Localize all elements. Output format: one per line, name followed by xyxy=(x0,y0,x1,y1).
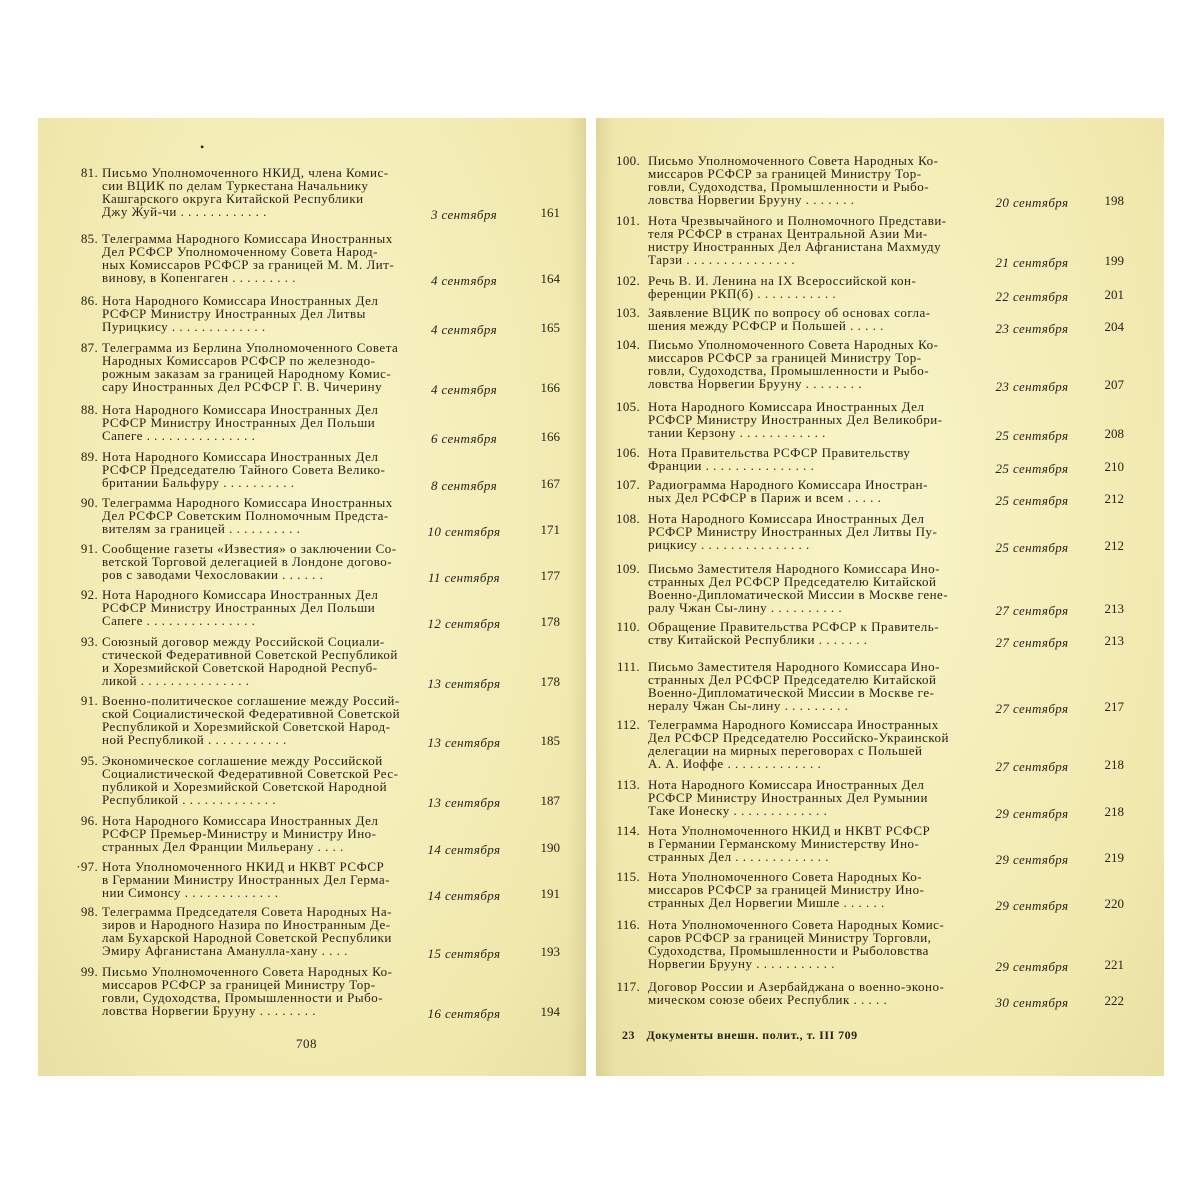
page-footer xyxy=(622,1028,858,1043)
entry-page-number: 185 xyxy=(540,733,560,748)
entry-title-line: странных Дел РСФСР Председателю Китайской xyxy=(648,574,937,589)
entry-number: 115. xyxy=(616,869,640,884)
entry-title xyxy=(102,496,432,535)
entry-title xyxy=(648,562,988,614)
entry-title-line: Нота Народного Комиссара Иностранных Дел xyxy=(102,587,379,602)
entry-title xyxy=(648,660,988,712)
entry-title-line: Нота Народного Комиссара Иностранных Дел xyxy=(102,402,379,417)
entry-page-number: 217 xyxy=(1104,699,1124,714)
entry-title-line: РСФСР Министру Иностранных Дел Литвы xyxy=(102,306,366,321)
entry-title-line: тании Керзону . . . . . . . . . . . . xyxy=(648,425,826,440)
entry-number: 81. xyxy=(80,165,98,180)
entry-page-number: 171 xyxy=(540,522,560,537)
entry-title xyxy=(648,718,988,770)
entry-title-line: Нота Народного Комиссара Иностранных Дел xyxy=(648,399,925,414)
entry-title xyxy=(648,214,988,266)
entry-title-line: ству Китайской Республики . . . . . . . xyxy=(648,632,868,647)
entry-title-line: ных Комиссаров РСФСР за границей М. М. Лит- xyxy=(102,257,395,272)
entry-title-line: Письмо Заместителя Народного Комиссара Ино- xyxy=(648,561,940,576)
entry-title xyxy=(648,512,988,551)
entry-page-number: 187 xyxy=(540,793,560,808)
entry-title-line: шения между РСФСР и Польшей . . . . . xyxy=(648,318,884,333)
entry-title-line: Народных Комиссаров РСФСР по железнодо- xyxy=(102,353,376,368)
entry-title-line: странных Дел Норвегии Мишле . . . . . . xyxy=(648,895,885,910)
entry-title-line: делегации на мирных переговорах с Польшей xyxy=(648,743,923,758)
entry-title-line: и Хорезмийской Советской Народной Респуб- xyxy=(102,660,378,675)
entry-page-number: 161 xyxy=(540,205,560,220)
entry-title-line: вителям за границей . . . . . . . . . . xyxy=(102,521,301,536)
entry-page-number: 164 xyxy=(540,271,560,286)
entry-title-line: Нота Народного Комиссара Иностранных Дел xyxy=(648,511,925,526)
entry-page-number: 212 xyxy=(1104,491,1124,506)
entry-title-line: Заявление ВЦИК по вопросу об основах согла- xyxy=(648,305,931,320)
entry-page-number: 190 xyxy=(540,840,560,855)
entry-title xyxy=(102,814,432,853)
entry-date: 4 сентября xyxy=(430,273,498,288)
left-page xyxy=(38,118,586,1076)
entry-date: 11 сентября xyxy=(427,570,500,585)
entry-number: 98. xyxy=(80,904,98,919)
entry-title xyxy=(648,778,988,817)
entry-page-number: 219 xyxy=(1104,850,1124,865)
entry-title-line: Нота Уполномоченного НКИД и НКВТ РСФСР xyxy=(102,859,385,874)
entry-number: 112. xyxy=(616,717,640,732)
entry-title-line: Военно-Дипломатической Миссии в Москве ге- xyxy=(648,685,935,700)
entry-number: 93. xyxy=(80,634,98,649)
entry-date: 29 сентября xyxy=(995,852,1069,867)
entry-title-line: Союзный договор между Российской Социали- xyxy=(102,634,385,649)
entry-title-line: Речь В. И. Ленина на IX Всероссийской кон- xyxy=(648,273,917,288)
entry-title-line: Тарзи . . . . . . . . . . . . . . . xyxy=(648,252,796,267)
entry-title-line: странных Дел РСФСР Председателю Китайской xyxy=(648,672,937,687)
entry-number: 88. xyxy=(80,402,98,417)
entry-title-line: винову, в Копенгаген . . . . . . . . . xyxy=(102,270,297,285)
entry-title xyxy=(648,620,988,646)
entry-title-line: РСФСР Министру Иностранных Дел Литвы Пу- xyxy=(648,524,938,539)
entry-date: 25 сентября xyxy=(995,428,1069,443)
entry-date: 3 сентября xyxy=(430,207,498,222)
entry-title-line: Телеграмма Народного Комиссара Иностранных xyxy=(102,231,393,246)
entry-page-number: 194 xyxy=(540,1004,560,1019)
entry-title-line: Норвегии Брууну . . . . . . . . . . . xyxy=(648,956,835,971)
entry-page-number: 212 xyxy=(1104,538,1124,553)
page-number: 708 xyxy=(296,1036,317,1051)
entry-title xyxy=(102,232,432,284)
entry-title-line: миссаров РСФСР за границей Министру Тор- xyxy=(648,350,922,365)
entry-title-line: британии Бальфуру . . . . . . . . . . xyxy=(102,475,295,490)
entry-title-line: Радиограмма Народного Комиссара Иностран- xyxy=(648,477,928,492)
entry-title-line: мическом союзе обеих Республик . . . . . xyxy=(648,992,888,1007)
entry-date: 25 сентября xyxy=(995,493,1069,508)
entry-date: 25 сентября xyxy=(995,461,1069,476)
entry-title xyxy=(102,403,432,442)
entry-page-number: 177 xyxy=(540,568,560,583)
entry-date: 13 сентября xyxy=(427,795,501,810)
entry-title-line: Судоходства, Промышленности и Рыболовства xyxy=(648,943,929,958)
entry-date: 15 сентября xyxy=(427,946,501,961)
entry-date: 29 сентября xyxy=(995,806,1069,821)
entry-title-line: ловства Норвегии Брууну . . . . . . . . xyxy=(648,376,862,391)
entry-date: 4 сентября xyxy=(430,322,498,337)
entry-title-line: Нота Уполномоченного Совета Народных Ко- xyxy=(648,869,923,884)
entry-title xyxy=(102,965,432,1017)
entry-title xyxy=(648,918,988,970)
entry-title xyxy=(102,294,432,333)
entry-title-line: публикой и Хорезмийской Советской Народной xyxy=(102,779,388,794)
entry-title-line: Эмиру Афганистана Амануллa-хану . . . . xyxy=(102,943,348,958)
entry-title xyxy=(648,824,988,863)
entry-title-line: Нота Уполномоченного Совета Народных Комис- xyxy=(648,917,945,932)
entry-title xyxy=(648,154,988,206)
entry-title xyxy=(648,306,988,332)
entry-number: 100. xyxy=(616,153,640,168)
entry-page-number: 178 xyxy=(540,614,560,629)
entry-number: 106. xyxy=(616,445,640,460)
entry-number: 109. xyxy=(616,561,640,576)
entry-number: 86. xyxy=(80,293,98,308)
entry-page-number: 166 xyxy=(540,429,560,444)
entry-title-line: Республикой . . . . . . . . . . . . . xyxy=(102,792,277,807)
entry-date: 14 сентября xyxy=(427,842,501,857)
entry-page-number: 191 xyxy=(540,886,560,901)
entry-page-number: 198 xyxy=(1104,193,1124,208)
entry-page-number: 166 xyxy=(540,380,560,395)
entry-title xyxy=(648,870,988,909)
entry-title-line: Франции . . . . . . . . . . . . . . . xyxy=(648,458,815,473)
entry-date: 29 сентября xyxy=(995,959,1069,974)
entry-title xyxy=(102,166,432,218)
entry-number: 114. xyxy=(616,823,640,838)
entry-title-line: Телеграмма из Берлина Уполномоченного Совета xyxy=(102,340,399,355)
entry-title-line: РСФСР Председателю Тайного Совета Велико- xyxy=(102,462,386,477)
entry-title xyxy=(648,478,988,504)
entry-title-line: говли, Судоходства, Промышленности и Рыбо- xyxy=(102,990,384,1005)
entry-title-line: ференции РКП(б) . . . . . . . . . . . xyxy=(648,286,837,301)
entry-title-line: Нота Народного Комиссара Иностранных Дел xyxy=(102,449,379,464)
entry-title-line: Письмо Уполномоченного НКИД, члена Комис- xyxy=(102,165,389,180)
entry-title-line: нии Симонсу . . . . . . . . . . . . . xyxy=(102,885,279,900)
entry-date: 27 сентября xyxy=(995,701,1069,716)
entry-title-line: ловства Норвегии Брууну . . . . . . . . xyxy=(102,1003,316,1018)
entry-date: 13 сентября xyxy=(427,735,501,750)
entry-date: 27 сентября xyxy=(995,759,1069,774)
entry-date: 20 сентября xyxy=(995,195,1069,210)
entry-title-line: странных Дел Франции Мильерану . . . . xyxy=(102,839,344,854)
entry-number: 111. xyxy=(617,659,640,674)
entry-number: 105. xyxy=(616,399,640,414)
right-page xyxy=(596,118,1164,1076)
entry-title xyxy=(102,542,432,581)
entry-number: 117. xyxy=(616,979,640,994)
entry-title-line: говли, Судоходства, Промышленности и Рыбо- xyxy=(648,179,930,194)
entry-title xyxy=(648,980,988,1006)
entry-title-line: в Германии Германскому Министерству Ино- xyxy=(648,836,920,851)
entry-title-line: ров с заводами Чехословакии . . . . . . xyxy=(102,567,324,582)
entry-title-line: миссаров РСФСР за границей Министру Тор- xyxy=(648,166,922,181)
entry-page-number: 201 xyxy=(1104,287,1124,302)
entry-page-number: 220 xyxy=(1104,896,1124,911)
entry-page-number: 167 xyxy=(540,476,560,491)
entry-title-line: ных Дел РСФСР в Париж и всем . . . . . xyxy=(648,490,882,505)
entry-date: 4 сентября xyxy=(430,382,498,397)
entry-title xyxy=(102,754,432,806)
entry-date: 30 сентября xyxy=(995,995,1069,1010)
entry-title-line: Письмо Уполномоченного Совета Народных Ко- xyxy=(102,964,393,979)
entry-number: 87. xyxy=(80,340,98,355)
entry-number: 104. xyxy=(616,337,640,352)
entry-number: 103. xyxy=(616,305,640,320)
entry-title-line: Договор России и Азербайджана о военно-эконо- xyxy=(648,979,945,994)
entry-date: 6 сентября xyxy=(430,431,498,446)
entry-title xyxy=(102,635,432,687)
entry-date: 23 сентября xyxy=(995,379,1069,394)
entry-title-line: Нота Чрезвычайного и Полномочного Представи- xyxy=(648,213,947,228)
entry-title-line: ветской Торговой делегацией в Лондоне догово- xyxy=(102,554,393,569)
entry-title-line: ралу Чжан Сы-лину . . . . . . . . . . xyxy=(648,600,843,615)
footer-text: Документы внешн. полит., т. III 709 xyxy=(646,1028,858,1042)
signature-mark: 23 xyxy=(622,1028,635,1042)
entry-title-line: Письмо Заместителя Народного Комиссара Ино- xyxy=(648,659,940,674)
entry-number: 107. xyxy=(616,477,640,492)
entry-date: 22 сентября xyxy=(995,289,1069,304)
entry-number: 90. xyxy=(80,495,98,510)
entry-title-line: ской Социалистической Федеративной Советской xyxy=(102,706,401,721)
entry-title-line: Республикой и Хорезмийской Советской Народ- xyxy=(102,719,391,734)
entry-date: 16 сентября xyxy=(427,1006,501,1021)
entry-number: 113. xyxy=(616,777,640,792)
entry-title-line: Сообщение газеты «Известия» о заключении Со- xyxy=(102,541,397,556)
entry-page-number: 193 xyxy=(540,944,560,959)
entry-title-line: Телеграмма Председателя Совета Народных На- xyxy=(102,904,392,919)
entry-date: 13 сентября xyxy=(427,676,501,691)
entry-number: 101. xyxy=(616,213,640,228)
entry-title-line: Нота Народного Комиссара Иностранных Дел xyxy=(102,813,379,828)
entry-title-line: нистру Иностранных Дел Афганистана Махмуду xyxy=(648,239,942,254)
entry-title-line: Нота Народного Комиссара Иностранных Дел xyxy=(648,777,925,792)
entry-number: 96. xyxy=(80,813,98,828)
entry-date: 10 сентября xyxy=(427,524,501,539)
entry-title-line: саров РСФСР за границей Министру Торговли, xyxy=(648,930,932,945)
entry-page-number: 208 xyxy=(1104,426,1124,441)
entry-title-line: Нота Правительства РСФСР Правительству xyxy=(648,445,911,460)
entry-title-line: Телеграмма Народного Комиссара Иностранных xyxy=(648,717,939,732)
entry-number: 116. xyxy=(616,917,640,932)
entry-number: ·97. xyxy=(76,859,98,874)
entry-title-line: Военно-Дипломатической Миссии в Москве гене- xyxy=(648,587,949,602)
entry-date: 23 сентября xyxy=(995,321,1069,336)
entry-number: 92. xyxy=(80,587,98,602)
entry-page-number: 199 xyxy=(1104,253,1124,268)
entry-title-line: рицкису . . . . . . . . . . . . . . . xyxy=(648,537,810,552)
entry-title-line: Джу Жуй-чи . . . . . . . . . . . . xyxy=(102,204,267,219)
entry-title-line: Дел РСФСР Советским Полномочным Предста- xyxy=(102,508,389,523)
entry-title-line: Дел РСФСР Председателю Российско-Украинской xyxy=(648,730,949,745)
entry-number: 99. xyxy=(80,964,98,979)
entry-title-line: Нота Народного Комиссара Иностранных Дел xyxy=(102,293,379,308)
entry-date: 27 сентября xyxy=(995,603,1069,618)
entry-date: 8 сентября xyxy=(430,478,498,493)
entry-page-number: 213 xyxy=(1104,633,1124,648)
entry-title-line: Сапеге . . . . . . . . . . . . . . . xyxy=(102,428,256,443)
entry-title-line: Телеграмма Народного Комиссара Иностранных xyxy=(102,495,393,510)
entry-title-line: Социалистической Федеративной Советской Рес- xyxy=(102,766,399,781)
entry-page-number: 178 xyxy=(540,674,560,689)
entry-number: 108. xyxy=(616,511,640,526)
entry-date: 29 сентября xyxy=(995,898,1069,913)
entry-title-line: Нота Уполномоченного НКИД и НКВТ РСФСР xyxy=(648,823,931,838)
entry-page-number: 213 xyxy=(1104,601,1124,616)
entry-title-line: Кашгарского округа Китайской Республики xyxy=(102,191,364,206)
entry-page-number: 165 xyxy=(540,320,560,335)
entry-title-line: стической Федеративной Советской Республикой xyxy=(102,647,398,662)
entry-title-line: Пурицкису . . . . . . . . . . . . . xyxy=(102,319,266,334)
entry-title-line: Экономическое соглашение между Российской xyxy=(102,753,383,768)
entry-title-line: Сапеге . . . . . . . . . . . . . . . xyxy=(102,613,256,628)
entry-number: 95. xyxy=(80,753,98,768)
entry-title xyxy=(102,860,432,899)
gutter-shadow xyxy=(596,118,614,1076)
entry-title-line: теля РСФСР в странах Центральной Азии Ми- xyxy=(648,226,928,241)
entry-title-line: ликой . . . . . . . . . . . . . . . xyxy=(102,673,250,688)
entry-date: 27 сентября xyxy=(995,635,1069,650)
entry-date: 14 сентября xyxy=(427,888,501,903)
entry-title-line: Военно-политическое соглашение между Россий- xyxy=(102,693,400,708)
entry-title-line: лам Бухарской Народной Советской Республики xyxy=(102,930,392,945)
entry-page-number: 222 xyxy=(1104,993,1124,1008)
entry-page-number: 218 xyxy=(1104,757,1124,772)
gutter-shadow xyxy=(568,118,586,1076)
entry-title-line: Письмо Уполномоченного Совета Народных Ко- xyxy=(648,337,939,352)
entry-date: 12 сентября xyxy=(427,616,501,631)
entry-title-line: в Германии Министру Иностранных Дел Герма- xyxy=(102,872,390,887)
entry-number: 91. xyxy=(80,693,98,708)
page-mark: • xyxy=(200,140,205,154)
entry-page-number: 221 xyxy=(1104,957,1124,972)
entry-title xyxy=(648,338,988,390)
entry-date: 21 сентября xyxy=(995,255,1069,270)
entry-title-line: рожным заказам за границей Народному Комис- xyxy=(102,366,392,381)
entry-title xyxy=(648,274,988,300)
entry-title-line: РСФСР Министру Иностранных Дел Великобри- xyxy=(648,412,943,427)
entry-page-number: 204 xyxy=(1104,319,1124,334)
entry-title xyxy=(102,341,432,393)
entry-title-line: миссаров РСФСР за границей Министру Тор- xyxy=(102,977,376,992)
entry-title xyxy=(102,450,432,489)
entry-title-line: А. А. Иоффе . . . . . . . . . . . . . xyxy=(648,756,822,771)
entry-title xyxy=(102,905,432,957)
entry-page-number: 218 xyxy=(1104,804,1124,819)
entry-title-line: РСФСР Министру Иностранных Дел Польши xyxy=(102,415,376,430)
entry-title-line: сару Иностранных Дел РСФСР Г. В. Чичерину xyxy=(102,379,383,394)
entry-title-line: Таке Ионеску . . . . . . . . . . . . . xyxy=(648,803,828,818)
entry-page-number: 207 xyxy=(1104,377,1124,392)
entry-title-line: нералу Чжан Сы-лину . . . . . . . . . xyxy=(648,698,849,713)
entry-title-line: Дел РСФСР Уполномоченному Совета Народ- xyxy=(102,244,378,259)
entry-title xyxy=(102,588,432,627)
entry-title-line: ной Республикой . . . . . . . . . . . xyxy=(102,732,287,747)
entry-title xyxy=(102,694,432,746)
entry-title-line: РСФСР Премьер-Министру и Министру Ино- xyxy=(102,826,377,841)
entry-title-line: странных Дел . . . . . . . . . . . . . xyxy=(648,849,830,864)
entry-number: 110. xyxy=(616,619,640,634)
entry-title xyxy=(648,400,988,439)
entry-title-line: ловства Норвегии Брууну . . . . . . . xyxy=(648,192,855,207)
entry-page-number: 210 xyxy=(1104,459,1124,474)
entry-title-line: РСФСР Министру Иностранных Дел Румынии xyxy=(648,790,928,805)
entry-title-line: Письмо Уполномоченного Совета Народных Ко- xyxy=(648,153,939,168)
entry-number: 102. xyxy=(616,273,640,288)
entry-number: 89. xyxy=(80,449,98,464)
entry-title-line: миссаров РСФСР за границей Министру Ино- xyxy=(648,882,925,897)
entry-title-line: зиров и Народного Назира по Иностранным Де- xyxy=(102,917,391,932)
entry-number: 91. xyxy=(80,541,98,556)
entry-number: 85. xyxy=(80,231,98,246)
entry-title-line: сии ВЦИК по делам Туркестана Начальнику xyxy=(102,178,369,193)
entry-title-line: Обращение Правительства РСФСР к Правитель- xyxy=(648,619,940,634)
entry-title-line: РСФСР Министру Иностранных Дел Польши xyxy=(102,600,376,615)
entry-date: 25 сентября xyxy=(995,540,1069,555)
entry-title xyxy=(648,446,988,472)
entry-title-line: говли, Судоходства, Промышленности и Рыбо- xyxy=(648,363,930,378)
